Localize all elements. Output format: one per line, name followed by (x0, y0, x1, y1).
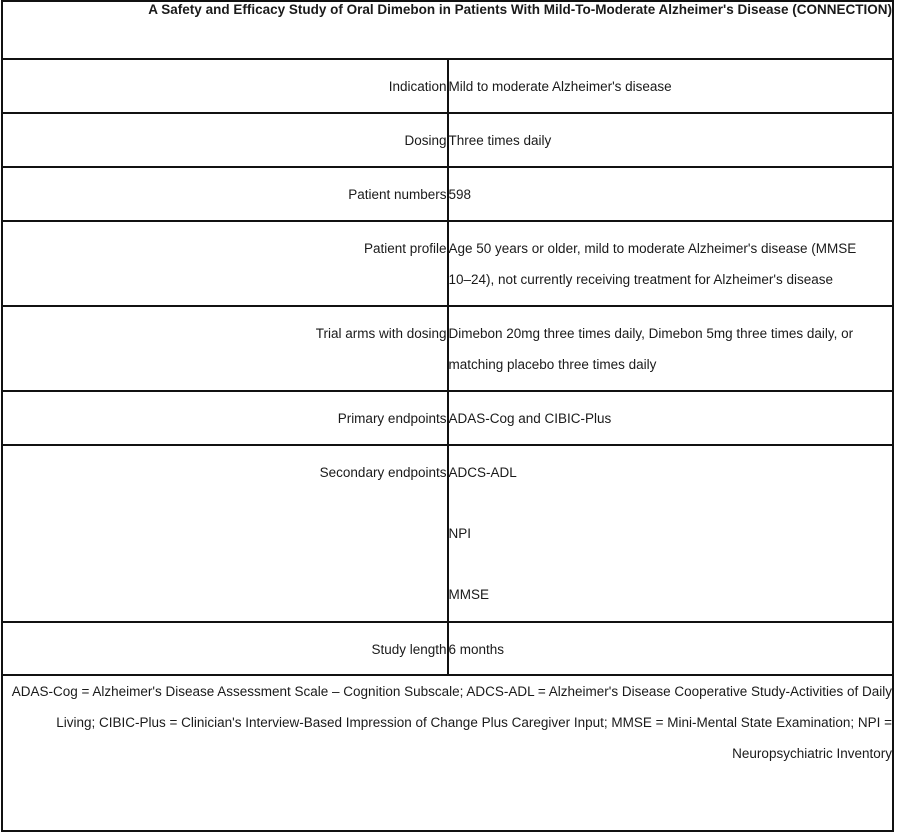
row-value: Dimebon 20mg three times daily, Dimebon 5mg three times daily, or matching placebo three times daily (448, 306, 894, 391)
row-label: Study length (2, 622, 448, 675)
table-row (2, 622, 893, 675)
row-value: Mild to moderate Alzheimer's disease (448, 59, 894, 113)
title-row (2, 1, 893, 59)
row-value: Three times daily (448, 113, 894, 167)
footnote-row (2, 675, 893, 831)
row-label: Trial arms with dosing (2, 306, 448, 391)
table-row (2, 113, 893, 167)
table-row (2, 391, 893, 445)
table-row (2, 167, 893, 221)
table-row (2, 221, 893, 306)
table-row (2, 306, 893, 391)
row-value: ADCS-ADL NPI MMSE (448, 445, 894, 622)
row-label: Patient numbers (2, 167, 448, 221)
table-row (2, 445, 893, 622)
row-value: ADAS-Cog and CIBIC-Plus (448, 391, 894, 445)
row-label: Dosing (2, 113, 448, 167)
table-row (2, 59, 893, 113)
row-label: Primary endpoints (2, 391, 448, 445)
table-footnote: ADAS-Cog = Alzheimer's Disease Assessment Scale – Cognition Subscale; ADCS-ADL = Alzheimer's Disease Cooperative Study-Activities of Daily Living; CIBIC-Plus = Clinician's Interview-Based Impression of Change Plus Caregiver Input; MMSE = Mini-Mental State Examination; NPI = Neuropsychiatric Inventory (2, 675, 893, 831)
row-label: Secondary endpoints (2, 445, 448, 622)
row-value: 6 months (448, 622, 894, 675)
trial-summary-table (1, 0, 894, 832)
row-value: Age 50 years or older, mild to moderate Alzheimer's disease (MMSE 10–24), not currently receiving treatment for Alzheimer's disease (448, 221, 894, 306)
row-label: Indication (2, 59, 448, 113)
table-title: A Safety and Efficacy Study of Oral Dimebon in Patients With Mild-To-Moderate Alzheimer's Disease (CONNECTION) (2, 1, 893, 59)
row-label: Patient profile (2, 221, 448, 306)
row-value: 598 (448, 167, 894, 221)
